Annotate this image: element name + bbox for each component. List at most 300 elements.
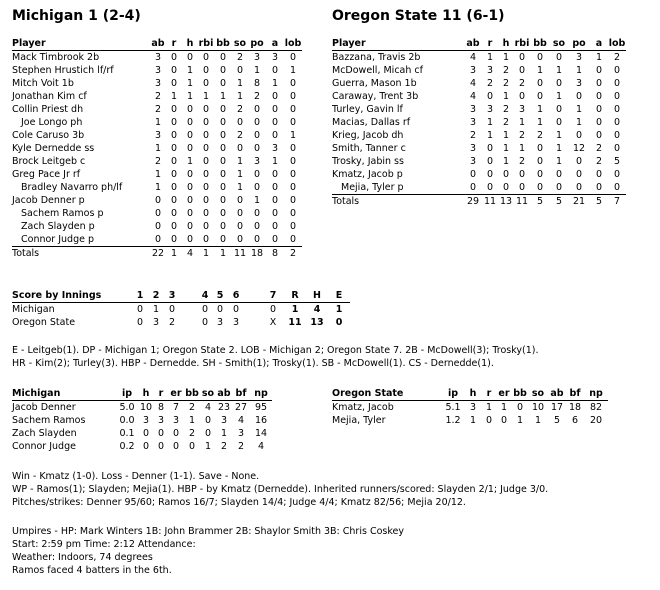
stat-cell: 0	[536, 182, 544, 193]
stat-cell: 0	[595, 78, 603, 89]
column-header: Michigan	[12, 387, 116, 401]
note-line: WP - Ramos(1); Slayden; Mejia(1). HBP - by Kmatz (Dernedde). Inherited runners/scored: Slayden 2/1; Judge 3/0.	[12, 484, 549, 495]
column-header: np	[584, 387, 608, 401]
stat-cell: 4	[237, 415, 245, 426]
player-row	[12, 142, 302, 155]
stat-cell: 1	[236, 78, 244, 89]
stat-cell: 0	[555, 104, 563, 115]
stat-cell: 0	[289, 143, 297, 154]
stat-cell: 0	[219, 234, 227, 245]
stat-cell: 2	[469, 130, 477, 141]
stat-cell: 11	[515, 196, 529, 207]
stat-cell: 0	[186, 195, 194, 206]
stat-cell: 0	[253, 130, 261, 141]
column-header: bb	[530, 37, 550, 51]
stat-cell: 4	[257, 441, 265, 452]
stat-cell: 21	[568, 195, 590, 209]
column-header: ip	[116, 387, 138, 401]
stat-cell: 0	[289, 117, 297, 128]
inning-header	[180, 289, 198, 303]
column-header: Player	[12, 37, 150, 51]
stat-cell: 0	[518, 91, 526, 102]
stat-cell: 0	[219, 104, 227, 115]
player-name: Mejia, Tyler p	[341, 182, 404, 193]
stat-cell: 0	[289, 91, 297, 102]
stat-cell: 10	[139, 402, 153, 413]
stat-cell: 0	[575, 130, 583, 141]
stat-cell: 0	[289, 52, 297, 63]
team-line-row	[12, 303, 350, 317]
column-header: a	[266, 37, 284, 51]
column-header: r	[154, 387, 168, 401]
stat-cell: 0	[253, 208, 261, 219]
stat-cell: 3	[486, 104, 494, 115]
player-row	[332, 64, 626, 77]
stat-cell: 0	[536, 78, 544, 89]
note-line: Weather: Indoors, 74 degrees	[12, 552, 153, 563]
stat-cell: 0	[271, 65, 279, 76]
inning-cell: 1	[291, 304, 299, 315]
player-name: Mitch Voit 1b	[12, 78, 74, 89]
player-row	[12, 155, 302, 168]
column-header: po	[248, 37, 266, 51]
inning-cell: 0	[232, 304, 240, 315]
stat-cell: 1	[502, 143, 510, 154]
stat-cell: 0	[170, 117, 178, 128]
player-row	[12, 90, 302, 103]
note-line: Pitches/strikes: Denner 95/60; Ramos 16/7; Slayden 14/4; Judge 4/4; Kmatz 82/56; Mejia 20/12.	[12, 497, 466, 508]
away-batting-table	[12, 37, 302, 260]
player-row	[332, 103, 626, 116]
stat-cell: 0	[289, 182, 297, 193]
player-row	[12, 129, 302, 142]
team-line-row	[12, 316, 350, 329]
stat-cell: 1	[289, 130, 297, 141]
stat-cell: 0	[186, 221, 194, 232]
stat-cell: 1	[536, 117, 544, 128]
inning-cell: 0	[136, 304, 144, 315]
stat-cell: 0	[170, 65, 178, 76]
stat-cell: 0	[188, 441, 196, 452]
stat-cell: 0	[202, 78, 210, 89]
stat-cell: 0	[157, 441, 165, 452]
stat-cell: 0	[170, 234, 178, 245]
stat-cell: 0	[236, 208, 244, 219]
stat-cell: 0	[186, 208, 194, 219]
player-name: Caraway, Trent 3b	[332, 91, 419, 102]
stat-cell: 0	[575, 169, 583, 180]
inning-cell	[180, 303, 198, 317]
stat-cell: 0	[536, 169, 544, 180]
player-row	[12, 220, 302, 233]
stat-cell: 3	[154, 130, 162, 141]
column-header: bb	[185, 388, 199, 399]
player-name: Joe Longo ph	[21, 117, 83, 128]
stat-cell: 3	[220, 415, 228, 426]
stat-cell: 0	[271, 91, 279, 102]
header-row	[12, 37, 302, 51]
player-row	[332, 181, 626, 195]
column-header: a	[590, 37, 608, 51]
stat-cell: 3	[469, 117, 477, 128]
stat-cell: 1	[516, 415, 524, 426]
totals-row	[12, 247, 302, 261]
inning-cell: 1	[335, 304, 343, 315]
stat-cell: 1	[204, 441, 212, 452]
stat-cell: 1	[220, 428, 228, 439]
player-name: Trosky, Jabin ss	[332, 156, 404, 167]
pitcher-row	[332, 401, 608, 415]
stat-cell: 16	[254, 415, 268, 426]
stat-cell: 2	[188, 402, 196, 413]
stat-cell: 0	[271, 182, 279, 193]
stat-cell: 0	[613, 130, 621, 141]
stat-cell: 0	[186, 117, 194, 128]
stat-cell: 4	[469, 52, 477, 63]
stat-cell: 0	[219, 78, 227, 89]
inning-cell	[244, 316, 262, 329]
stat-cell: 3	[469, 65, 477, 76]
stat-cell: 5	[530, 195, 550, 209]
player-row	[332, 77, 626, 90]
inning-cell: 0	[269, 304, 277, 315]
player-name: Greg Pace Jr rf	[12, 169, 81, 180]
totals-label: Totals	[332, 195, 464, 209]
note-line: Start: 2:59 pm Time: 2:12 Attendance:	[12, 539, 196, 550]
away-pitching-table	[12, 387, 272, 453]
stat-cell: 0	[170, 221, 178, 232]
stat-cell: 2	[518, 156, 526, 167]
stat-cell: 0	[142, 441, 150, 452]
stat-cell: 0	[518, 65, 526, 76]
column-header: bb	[513, 388, 527, 399]
column-header: r	[482, 387, 496, 401]
stat-cell: 2	[284, 247, 302, 261]
stat-cell: 2	[518, 130, 526, 141]
stat-cell: 0	[613, 182, 621, 193]
stat-cell: 2	[154, 104, 162, 115]
stat-cell: 2	[502, 104, 510, 115]
stat-cell: 0	[253, 221, 261, 232]
stat-cell: 2	[502, 78, 510, 89]
column-header: er	[168, 387, 184, 401]
stat-cell: 1	[154, 182, 162, 193]
stat-cell: 3	[154, 78, 162, 89]
stat-cell: 1	[219, 91, 227, 102]
stat-cell: 1	[486, 52, 494, 63]
pitcher-row	[12, 401, 272, 415]
stat-cell: 0.0	[119, 415, 135, 426]
inning-header: 4	[198, 289, 212, 303]
game-notes-officials	[12, 525, 404, 577]
stat-cell: 0	[271, 234, 279, 245]
stat-cell: 1	[188, 415, 196, 426]
inning-header	[244, 289, 262, 303]
player-row	[332, 168, 626, 181]
stat-cell: 3	[253, 156, 261, 167]
stat-cell: 1	[198, 247, 214, 261]
stat-cell: 4	[469, 91, 477, 102]
stat-cell: 3	[469, 402, 477, 413]
stat-cell: 18	[568, 402, 582, 413]
player-name: McDowell, Micah cf	[332, 65, 423, 76]
stat-cell: 2	[236, 52, 244, 63]
stat-cell: 0	[236, 65, 244, 76]
stat-cell: 0	[170, 78, 178, 89]
stat-cell: 0	[595, 182, 603, 193]
stat-cell: 0	[186, 234, 194, 245]
stat-cell: 0	[486, 143, 494, 154]
stat-cell: 8	[157, 402, 165, 413]
player-row	[332, 51, 626, 65]
pitcher-row	[12, 427, 272, 440]
inning-cell: 3	[216, 317, 224, 328]
stat-cell: 17	[550, 402, 564, 413]
home-batting-table	[332, 37, 626, 208]
stat-cell: 5.1	[445, 402, 461, 413]
stat-cell: 1	[502, 91, 510, 102]
stat-cell: 3	[157, 415, 165, 426]
stat-cell: 0	[236, 221, 244, 232]
stat-cell: 0	[271, 117, 279, 128]
stat-cell: 0	[289, 104, 297, 115]
totals-label: Totals	[12, 247, 150, 261]
pitcher-row	[12, 414, 272, 427]
stat-cell: 0	[186, 143, 194, 154]
player-row	[12, 103, 302, 116]
player-name: Jacob Denner p	[12, 195, 85, 206]
stat-cell: 23	[217, 402, 231, 413]
stat-cell: 3	[575, 78, 583, 89]
stat-cell: 2	[502, 65, 510, 76]
stat-cell: 1	[486, 130, 494, 141]
stat-cell: 0	[170, 156, 178, 167]
stat-cell: 1	[186, 91, 194, 102]
inning-cell: 11	[288, 317, 302, 328]
pitcher-name: Sachem Ramos	[12, 415, 86, 426]
column-header: np	[250, 387, 272, 401]
column-header: ab	[464, 37, 482, 51]
stat-cell: 0	[219, 195, 227, 206]
stat-cell: 1	[595, 52, 603, 63]
stat-cell: 0	[469, 182, 477, 193]
team-name: Oregon State	[12, 317, 76, 328]
stat-cell: 0	[202, 221, 210, 232]
stat-cell: 0	[289, 208, 297, 219]
player-row	[12, 181, 302, 194]
stat-cell: 0	[202, 195, 210, 206]
stat-cell: 0	[170, 130, 178, 141]
stat-cell: 1	[154, 169, 162, 180]
stat-cell: 1.2	[445, 415, 461, 426]
stat-cell: 1	[575, 65, 583, 76]
player-row	[332, 90, 626, 103]
player-row	[12, 64, 302, 77]
stat-cell: 3	[518, 104, 526, 115]
stat-cell: 2	[518, 78, 526, 89]
stat-cell: 0	[186, 104, 194, 115]
column-header: bf	[566, 387, 584, 401]
stat-cell: 1	[186, 156, 194, 167]
player-name: Turley, Gavin lf	[332, 104, 403, 115]
inning-header: 5	[212, 289, 228, 303]
stat-cell: 0	[518, 182, 526, 193]
stat-cell: 0	[172, 441, 180, 452]
stat-cell: 0	[236, 143, 244, 154]
player-row	[332, 155, 626, 168]
stat-cell: 0	[253, 117, 261, 128]
stat-cell: 0	[613, 143, 621, 154]
stat-cell: 2	[154, 156, 162, 167]
stat-cell: 0	[575, 182, 583, 193]
stat-cell: 0	[555, 182, 563, 193]
column-header: h	[464, 387, 482, 401]
stat-cell: 0	[219, 182, 227, 193]
stat-cell: 0	[613, 169, 621, 180]
stat-cell: 3	[469, 104, 477, 115]
stat-cell: 2	[188, 428, 196, 439]
stat-cell: 0	[202, 104, 210, 115]
game-notes-batting	[12, 344, 538, 370]
player-name: Sachem Ramos p	[21, 208, 104, 219]
stat-cell: 6	[571, 415, 579, 426]
stat-cell: 0	[202, 182, 210, 193]
stat-cell: 0	[516, 402, 524, 413]
stat-cell: 0	[219, 130, 227, 141]
stat-cell: 27	[234, 402, 248, 413]
stat-cell: 0	[219, 221, 227, 232]
stat-cell: 1	[502, 52, 510, 63]
column-header: po	[568, 37, 590, 51]
stat-cell: 3	[575, 52, 583, 63]
stat-cell: 1	[534, 415, 542, 426]
stat-cell: 3	[154, 65, 162, 76]
player-name: Smith, Tanner c	[332, 143, 406, 154]
player-name: Brock Leitgeb c	[12, 156, 86, 167]
inning-cell: 3	[232, 317, 240, 328]
player-name: Bradley Navarro ph/lf	[21, 182, 123, 193]
player-row	[12, 194, 302, 207]
note-line: Umpires - HP: Mark Winters 1B: John Brammer 2B: Shaylor Smith 3B: Chris Coskey	[12, 526, 404, 537]
stat-cell: 5	[553, 415, 561, 426]
stat-cell: 0	[219, 208, 227, 219]
inning-cell: 0	[201, 317, 209, 328]
player-row	[332, 129, 626, 142]
stat-cell: 1	[555, 156, 563, 167]
stat-cell: 0	[157, 428, 165, 439]
stat-cell: 95	[254, 402, 268, 413]
stat-cell: 0	[555, 169, 563, 180]
stat-cell: 0	[271, 130, 279, 141]
player-name: Mack Timbrook 2b	[12, 52, 100, 63]
stat-cell: 7	[172, 402, 180, 413]
stat-cell: 0	[289, 195, 297, 206]
player-row	[12, 77, 302, 90]
pitcher-name: Connor Judge	[12, 441, 76, 452]
stat-cell: 0	[170, 143, 178, 154]
stat-cell: 2	[236, 104, 244, 115]
stat-cell: 0	[613, 78, 621, 89]
stat-cell: 2	[486, 78, 494, 89]
stat-cell: 5	[550, 195, 568, 209]
stat-cell: 0	[202, 234, 210, 245]
stat-cell: 0	[253, 182, 261, 193]
stat-cell: 5	[613, 156, 621, 167]
stat-cell: 0	[170, 182, 178, 193]
player-row	[12, 116, 302, 129]
column-header: lob	[608, 38, 626, 49]
stat-cell: 3	[271, 143, 279, 154]
column-header: ab	[548, 387, 566, 401]
inning-cell	[180, 316, 198, 329]
stat-cell: 1	[555, 91, 563, 102]
player-row	[332, 116, 626, 129]
stat-cell: 0	[236, 117, 244, 128]
stat-cell: 0	[271, 221, 279, 232]
column-header: h	[138, 387, 154, 401]
stat-cell: 0	[289, 78, 297, 89]
stat-cell: 2	[595, 143, 603, 154]
stat-cell: 2	[536, 130, 544, 141]
team-name: Michigan	[12, 304, 55, 315]
inning-header: 7	[262, 289, 284, 303]
stat-cell: 0	[219, 169, 227, 180]
away-team-title: Michigan 1 (2-4)	[12, 8, 141, 24]
totals-row	[332, 195, 626, 209]
stat-cell: 1	[253, 65, 261, 76]
column-header: Oregon State	[332, 387, 442, 401]
stat-cell: 0	[613, 91, 621, 102]
column-header: bb	[214, 37, 232, 51]
stat-cell: 0	[500, 415, 508, 426]
stat-cell: 1	[518, 143, 526, 154]
stat-cell: 0	[154, 221, 162, 232]
stat-cell: 1	[536, 65, 544, 76]
stat-cell: 0	[202, 52, 210, 63]
stat-cell: 0	[236, 234, 244, 245]
stat-cell: 3	[469, 156, 477, 167]
header-row	[332, 387, 608, 401]
stat-cell: 0	[289, 156, 297, 167]
player-row	[12, 51, 302, 65]
stat-cell: 2	[220, 441, 228, 452]
stat-cell: 18	[248, 247, 266, 261]
stat-cell: 0	[555, 52, 563, 63]
player-name: Connor Judge p	[21, 234, 95, 245]
stat-cell: 0	[555, 78, 563, 89]
column-header: ab	[217, 388, 231, 399]
inning-cell: 0	[216, 304, 224, 315]
stat-cell: 0	[518, 52, 526, 63]
stat-cell: 0	[219, 143, 227, 154]
stat-cell: 0	[202, 208, 210, 219]
stat-cell: 0	[536, 52, 544, 63]
inning-cell: X	[269, 317, 277, 328]
column-header: h	[182, 37, 198, 51]
stat-cell: 0	[486, 182, 494, 193]
player-name: Guerra, Mason 1b	[332, 78, 417, 89]
inning-cell: 2	[168, 317, 176, 328]
stat-cell: 1	[236, 169, 244, 180]
stat-cell: 2	[236, 130, 244, 141]
inning-cell: 0	[168, 304, 176, 315]
inning-cell: 1	[152, 304, 160, 315]
stat-cell: 0	[518, 169, 526, 180]
stat-cell: 1	[170, 91, 178, 102]
column-header: r	[166, 37, 182, 51]
stat-cell: 0	[469, 169, 477, 180]
stat-cell: 4	[469, 78, 477, 89]
